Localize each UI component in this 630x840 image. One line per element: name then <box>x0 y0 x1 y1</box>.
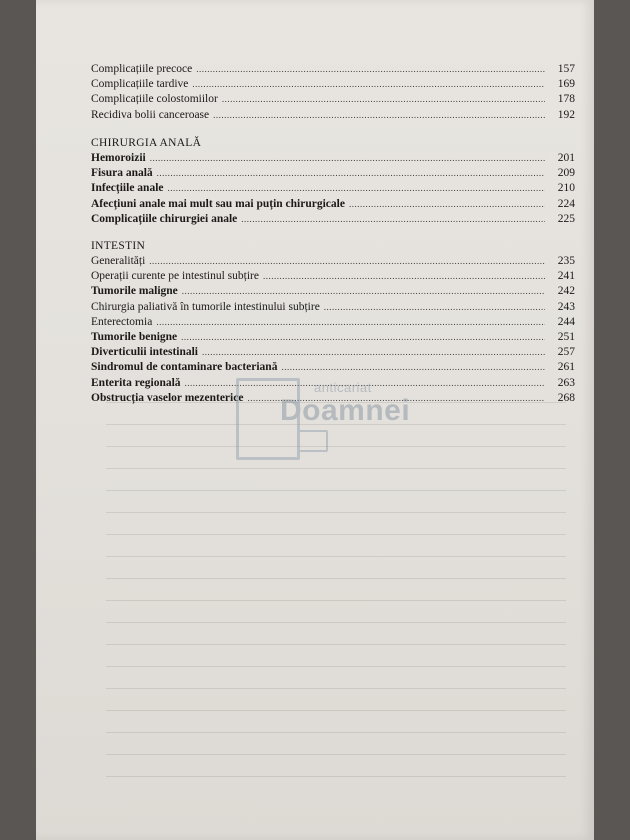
toc-entry: Complicațiile precoce ..... 157 <box>91 62 575 77</box>
toc-entry: Generalități ..... 235 <box>91 254 575 269</box>
toc-entry: Infecțiile anale ..... 210 <box>91 181 575 196</box>
toc-entry: Recidiva bolii canceroase ..... 192 <box>91 108 575 123</box>
toc-entry: Sindromul de contaminare bacteriană ..... 261 <box>91 360 575 375</box>
toc-group-chirurgia-anala <box>91 136 575 227</box>
toc-entry: Afecțiuni anale mai mult sau mai puțin chirurgicale ..... 224 <box>91 197 575 212</box>
toc-entry: Complicațiile chirurgiei anale ..... 225 <box>91 212 575 227</box>
watermark-logo <box>236 378 446 458</box>
toc-entry: Chirurgia paliativă în tumorile intestinului subțire ..... 243 <box>91 300 575 315</box>
watermark-small-text: anticariat <box>314 380 372 395</box>
toc-group-continuation <box>91 62 575 123</box>
books-icon <box>298 430 328 452</box>
toc-entry: Complicațiile tardive ..... 169 <box>91 77 575 92</box>
book-page <box>36 0 594 840</box>
toc-entry: Tumorile maligne ..... 242 <box>91 284 575 299</box>
toc-entry: Tumorile benigne ..... 251 <box>91 330 575 345</box>
table-of-contents <box>91 62 575 406</box>
toc-entry: Enterectomia ..... 244 <box>91 315 575 330</box>
toc-entry: Fisura anală ..... 209 <box>91 166 575 181</box>
toc-entry: Operații curente pe intestinul subțire ..... 241 <box>91 269 575 284</box>
toc-entry: Complicațiile colostomiilor ..... 178 <box>91 92 575 107</box>
watermark-big-text: Doamnei <box>280 394 411 427</box>
toc-entry: Diverticulii intestinali ..... 257 <box>91 345 575 360</box>
toc-entry: Obstrucția vaselor mezenterice ..... 268 <box>91 391 575 406</box>
section-heading: INTESTIN <box>91 239 146 252</box>
section-heading: CHIRURGIA ANALĂ <box>91 136 202 149</box>
toc-entry: Enterita regională ..... 263 <box>91 376 575 391</box>
toc-entry: Hemoroizii ..... 201 <box>91 151 575 166</box>
